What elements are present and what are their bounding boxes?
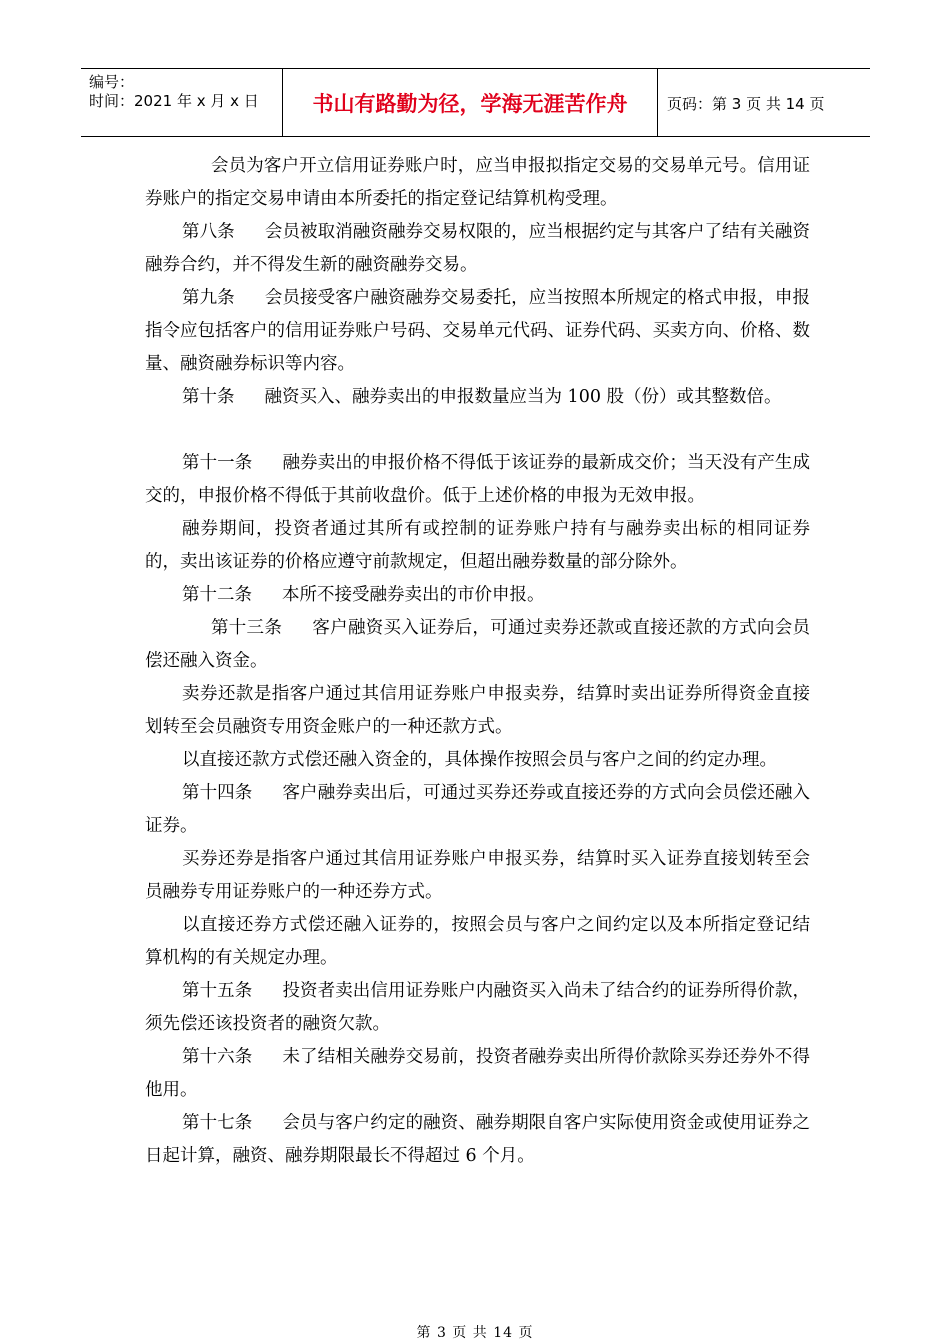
header-page-cell — [657, 69, 870, 136]
article-text: 本所不接受融券卖出的市价申报。 — [282, 585, 545, 605]
article-text: 客户融券卖出后，可通过买券还券或直接还券的方式向会员偿还融入证券。 — [145, 783, 811, 836]
article-text: 客户融资买入证券后，可通过卖券还款或直接还款的方式向会员偿还融入资金。 — [145, 618, 810, 671]
article-number: 第十五条 — [182, 981, 253, 1001]
article-text: 会员接受客户融资融券交易委托，应当按照本所规定的格式申报，申报指令应包括客户的信用证券账户号码、交易单元代码、证券代码、买卖方向、价格、数量、融资融券标识等内容。 — [145, 288, 810, 374]
page-header — [81, 68, 870, 137]
article-14 — [145, 777, 810, 843]
paragraph: 以直接还款方式偿还融入资金的，具体操作按照会员与客户之间的约定办理。 — [182, 750, 777, 770]
article-13 — [145, 612, 810, 678]
article-number: 第八条 — [182, 222, 235, 242]
article-8 — [145, 216, 810, 282]
article-number: 第十条 — [182, 387, 235, 407]
paragraph: 买券还券是指客户通过其信用证券账户申报买券，结算时买入证券直接划转至会员融券专用证券账户的一种还券方式。 — [145, 849, 810, 902]
article-text: 会员与客户约定的融资、融券期限自客户实际使用资金或使用证券之日起计算，融资、融券期限最长不得超过 6 个月。 — [145, 1113, 811, 1166]
article-text: 未了结相关融券交易前，投资者融券卖出所得价款除买券还券外不得他用。 — [145, 1047, 811, 1100]
doc-time-label: 时间：2021 年 x 月 x 日 — [89, 92, 259, 110]
article-16 — [145, 1041, 810, 1107]
article-17 — [145, 1107, 810, 1173]
paragraph: 融券期间，投资者通过其所有或控制的证券账户持有与融券卖出标的相同证券的，卖出该证券的价格应遵守前款规定，但超出融券数量的部分除外。 — [145, 519, 810, 572]
article-9 — [145, 282, 810, 381]
article-text: 会员被取消融资融券交易权限的，应当根据约定与其客户了结有关融资融券合约，并不得发生新的融资融券交易。 — [145, 222, 810, 275]
paragraph: 卖券还款是指客户通过其信用证券账户申报卖券，结算时卖出证券所得资金直接划转至会员融资专用资金账户的一种还款方式。 — [145, 684, 810, 737]
header-page-info: 页码：第 3 页 共 14 页 — [667, 95, 825, 113]
article-number: 第九条 — [182, 288, 235, 308]
article-number: 第十三条 — [211, 618, 283, 638]
article-number: 第十二条 — [182, 585, 252, 605]
article-11 — [145, 447, 810, 513]
paragraph: 会员为客户开立信用证券账户时，应当申报拟指定交易的交易单元号。信用证券账户的指定交易申请由本所委托的指定登记结算机构受理。 — [145, 156, 810, 209]
article-text: 融资买入、融券卖出的申报数量应当为 100 股（份）或其整数倍。 — [264, 387, 782, 407]
article-12 — [145, 579, 810, 612]
page-footer: 第 3 页 共 14 页 — [416, 1325, 534, 1341]
header-motto: 书山有路勤为径，学海无涯苦作舟 — [282, 69, 658, 136]
article-number: 第十七条 — [182, 1113, 253, 1133]
article-15 — [145, 975, 810, 1041]
document-body — [145, 150, 810, 1173]
paragraph: 以直接还券方式偿还融入证券的，按照会员与客户之间约定以及本所指定登记结算机构的有关规定办理。 — [145, 915, 810, 968]
article-number: 第十一条 — [182, 453, 253, 473]
blank-line — [145, 414, 810, 447]
header-meta-cell — [81, 69, 282, 136]
article-10 — [145, 381, 810, 414]
article-number: 第十六条 — [182, 1047, 253, 1067]
doc-code-label: 编号： — [89, 73, 135, 91]
article-text: 投资者卖出信用证券账户内融资买入尚未了结合约的证券所得价款，须先偿还该投资者的融资欠款。 — [145, 981, 811, 1034]
article-text: 融券卖出的申报价格不得低于该证券的最新成交价；当天没有产生成交的，申报价格不得低于其前收盘价。低于上述价格的申报为无效申报。 — [145, 453, 811, 506]
article-number: 第十四条 — [182, 783, 253, 803]
